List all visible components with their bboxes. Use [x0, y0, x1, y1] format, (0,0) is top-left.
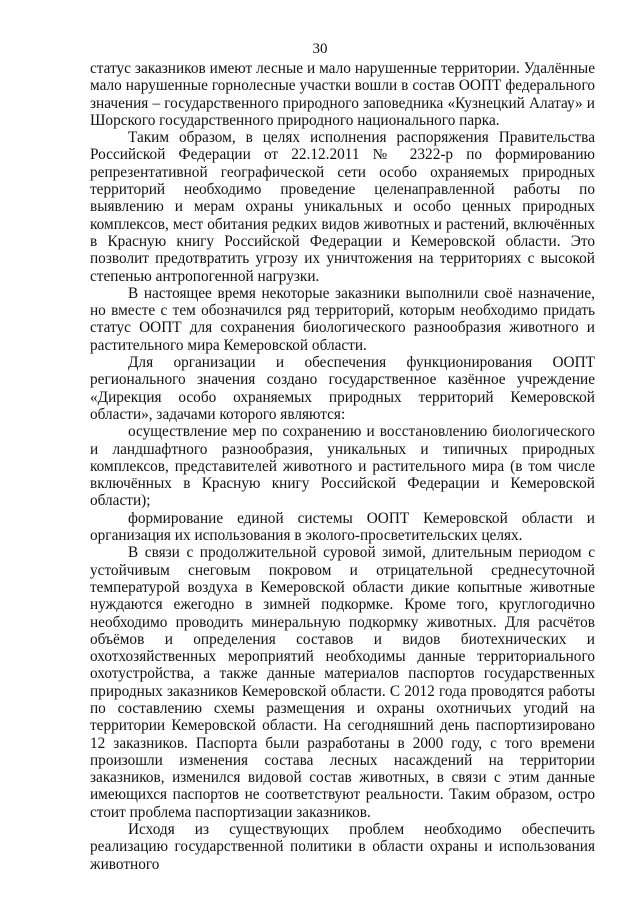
paragraph: В настоящее время некоторые заказники выполнили своё назначение, но вместе с тем обозначился ряд территорий, которым необходимо придать статус ООПТ для сохранения биологического разнообразия животного и растительного мира Кемеровской области.: [90, 284, 595, 354]
paragraph: Таким образом, в целях исполнения распоряжения Правительства Российской Федерации от 22.12.2011 № 2322-р по формированию репрезентативной географической сети особо охраняемых природных территорий необходимо проведение целенаправленной работы по выявлению и мерам охраны уникальных и особо ценных природных комплексов, мест обитания редких видов животных и растений, включённых в Красную книгу Российской Федерации и Кемеровской области. Это позволит предотвратить угрозу их уничтожения на территориях с высокой степенью антропогенной нагрузки.: [90, 129, 595, 285]
paragraph-continued: статус заказников имеют лесные и мало нарушенные территории. Удалённые мало нарушенные горнолесные участки вошли в состав ООПТ федерального значения – государственного природного заповедника «Кузнецкий Алатау» и Шорского государственного природного национального парка.: [90, 60, 595, 129]
paragraph: Исходя из существующих проблем необходимо обеспечить реализацию государственной политики в области охраны и использования животного: [90, 821, 595, 873]
list-item: формирование единой системы ООПТ Кемеровской области и организация их использования в эколого-просветительских целях.: [90, 509, 595, 545]
paragraph: В связи с продолжительной суровой зимой, длительным периодом с устойчивым снеговым покровом и отрицательной среднесуточной температурой воздуха в Кемеровской области дикие копытные животные нуждаются ежегодно в зимней подкормке. Кроме того, круглогодично необходимо проводить минеральную подкормку животных. Для расчётов объёмов и определения составов и видов биотехнических и охотхозяйственных мероприятий необходимы данные территориального охотустройства, а также данные материалов паспортов государственных природных заказников Кемеровской области. С 2012 года проводятся работы по составлению схемы размещения и охраны охотничьих угодий на территории Кемеровской области. На сегодняшний день паспортизировано 12 заказников. Паспорта были разработаны в 2000 году, с того времени произошли изменения состава лесных насаждений на территории заказников, изменился видовой состав животных, в связи с этим данные имеющихся паспортов не соответствуют реальности. Таким образом, остро стоит проблема паспортизации заказников.: [90, 544, 595, 821]
page-number: 30: [312, 41, 328, 57]
list-item: осуществление мер по сохранению и восстановлению биологического и ландшафтного разнообразия, уникальных и типичных природных комплексов, представителей животного и растительного мира (в том числе включённых в Красную книгу Российской Федерации и Кемеровской области);: [90, 423, 595, 510]
paragraph: Для организации и обеспечения функционирования ООПТ регионального значения создано государственное казённое учреждение «Дирекция особо охраняемых природных территорий Кемеровской области», задачами которого являются:: [90, 354, 595, 423]
body-text: [90, 60, 595, 873]
